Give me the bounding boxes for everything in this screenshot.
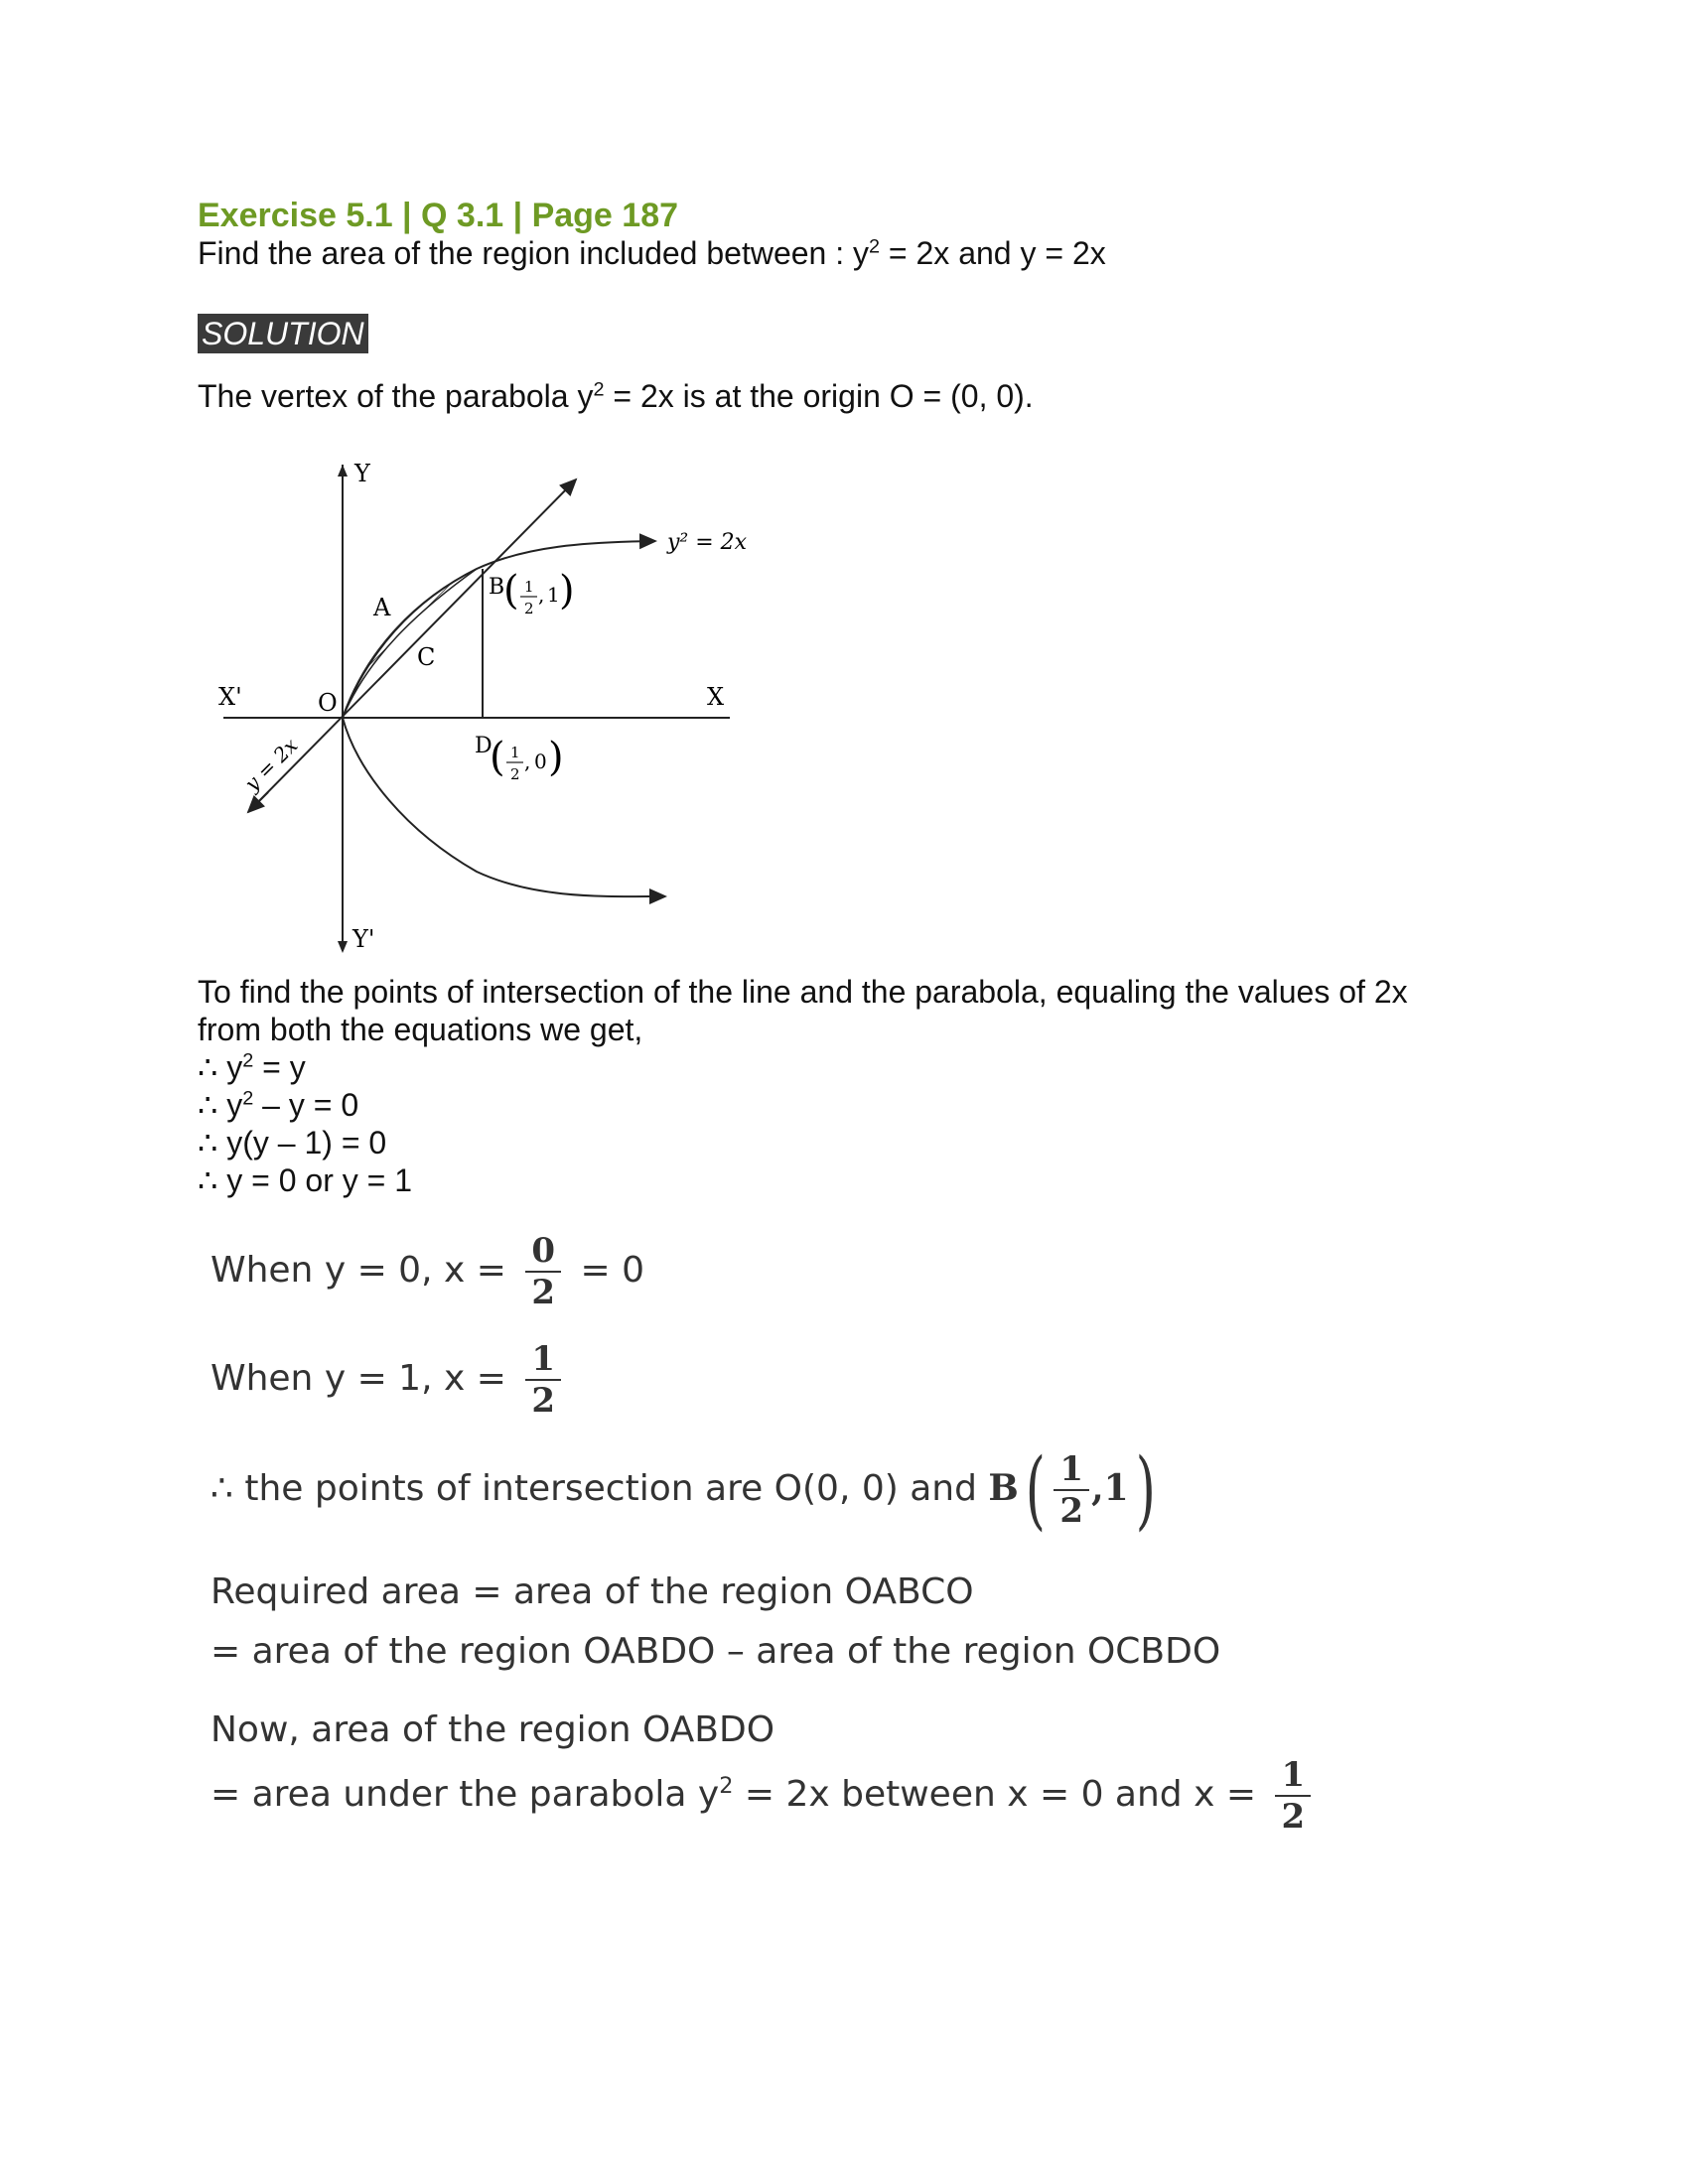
when-y1-equation: When y = 1, x = $\frac{1}{2}$ bbox=[211, 1339, 569, 1421]
area-oabdo-line: Now, area of the region OABDO bbox=[211, 1709, 775, 1750]
d-close-paren: ) bbox=[548, 735, 564, 780]
parabola-label: y² = 2x bbox=[667, 530, 748, 555]
b-close-paren: ) bbox=[559, 568, 575, 614]
b-coord-y: 1 bbox=[547, 583, 560, 607]
when-y0-equation: When y = 0, x = $\frac{0}{2}$ = 0 bbox=[211, 1231, 644, 1312]
b-coord-num: 1 bbox=[524, 578, 534, 596]
line-label: y = 2x bbox=[239, 733, 303, 796]
label-d: D bbox=[475, 734, 492, 758]
fraction: $\frac{0}{2}$ bbox=[525, 1231, 561, 1312]
label-x-prime: X' bbox=[218, 683, 242, 711]
d-coord-den: 2 bbox=[510, 765, 520, 783]
vertex-statement: The vertex of the parabola $y^2 = 2x$ is at the origin O = (0, 0). bbox=[198, 378, 1034, 414]
d-open-paren: ( bbox=[490, 735, 505, 780]
label-o: O bbox=[318, 689, 338, 717]
label-a: A bbox=[373, 594, 391, 621]
step-line: ∴ $y^2 - y = 0$ bbox=[198, 1087, 359, 1123]
fraction: $\frac{1}{2}$ bbox=[1275, 1755, 1311, 1837]
label-y-prime: Y' bbox=[352, 925, 375, 953]
b-open-paren: ( bbox=[503, 568, 519, 614]
label-b: B bbox=[489, 575, 505, 600]
d-comma: , bbox=[524, 750, 531, 773]
fraction: $\frac{1}{2}$ bbox=[1054, 1449, 1089, 1531]
label-x: X bbox=[707, 683, 725, 711]
required-area-line: Required area = area of the region OABCO bbox=[211, 1571, 974, 1612]
d-coord-y: 0 bbox=[534, 750, 547, 773]
question-text: Find the area of the region included between : $y^2 = 2x$ and y = 2x bbox=[198, 235, 1106, 271]
step-line: ∴ y(y – 1) = 0 bbox=[198, 1125, 387, 1160]
d-coord-num: 1 bbox=[510, 744, 520, 761]
b-comma: , bbox=[538, 583, 545, 607]
parabola-upper bbox=[343, 541, 655, 718]
b-coord-den: 2 bbox=[524, 600, 534, 617]
label-c: C bbox=[417, 643, 436, 671]
exercise-heading: Exercise 5.1 | Q 3.1 | Page 187 bbox=[198, 197, 679, 234]
step-line: ∴ y = 0 or y = 1 bbox=[198, 1162, 413, 1198]
y-axis-top-arrow bbox=[338, 465, 348, 477]
label-y: Y bbox=[354, 460, 370, 487]
intersection-points: ∴ the points of intersection are O(0, 0) and B( $\frac{1}{2}$ ,1) bbox=[211, 1440, 1156, 1540]
y-axis-bottom-arrow bbox=[338, 941, 348, 953]
line-y-2x-lower-arrow bbox=[248, 792, 268, 812]
area-difference-line: = area of the region OABDO – area of the region OCBDO bbox=[211, 1631, 1221, 1672]
step-line: ∴ $y^2 = y$ bbox=[198, 1049, 306, 1085]
parabola-line-figure bbox=[209, 455, 774, 963]
intersection-line-2: from both the equations we get, bbox=[198, 1012, 643, 1047]
solution-badge: SOLUTION bbox=[198, 314, 368, 353]
intersection-line-1: To find the points of intersection of the line and the parabola, equaling the values of 2x bbox=[198, 974, 1408, 1010]
area-under-parabola-line: = area under the parabola $y^2 = 2x$ between x = 0 and x = $\frac{1}{2}$ bbox=[211, 1755, 1319, 1837]
fraction: $\frac{1}{2}$ bbox=[525, 1339, 561, 1421]
